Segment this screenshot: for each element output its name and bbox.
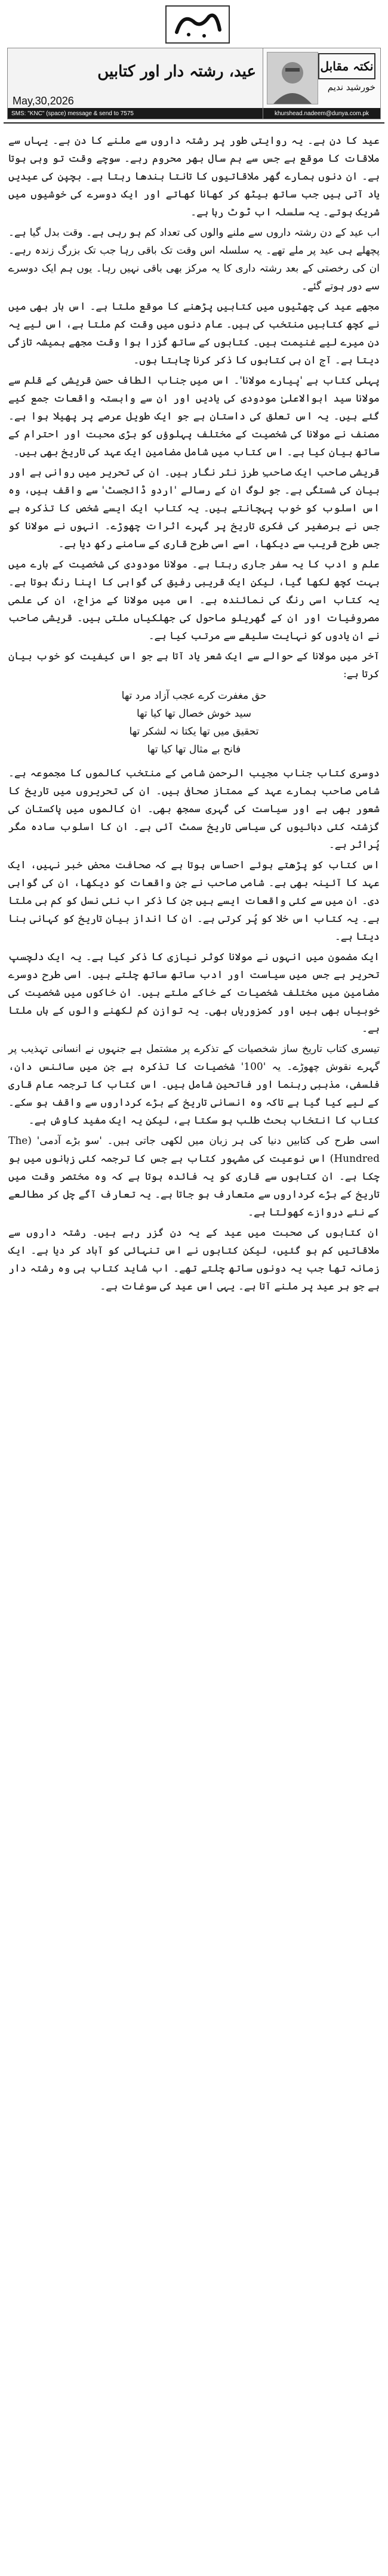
article-paragraph: علم و ادب کا یہ سفر جاری رہتا ہے۔ مولانا مودودی کی شخصیت کے بارے میں بہت کچھ لکھا گیا، لیکن ایک قریبی رفیق کی گواہی کا اپنا رنگ ہوتا ہے۔ یہ کتاب اسی رنگ کی نمائندہ ہے۔ اس میں مولانا کے مزاج، ان کی علمی مصروفیات اور ان کے گھریلو ماحول کی جھلکیاں ملتی ہیں۔ قریشی صاحب نے ان یادوں کو نہایت سلیقے سے مرتب کیا ہے۔: [8, 559, 380, 642]
publication-date: May,30,2026: [13, 95, 74, 107]
article-paragraph: اس کتاب کو پڑھتے ہوئے احساس ہوتا ہے کہ صحافت محض خبر نہیں، ایک عہد کا آئینہ بھی ہے۔ شامی صاحب نے جن واقعات کو دیکھا، ان کی گواہی دی۔ ان میں سے کئی واقعات ایسے ہیں جن کا ذکر اب نئی نسل کو کم ہی ملتا ہے۔ یہ کتاب اس خلا کو پُر کرتی ہے۔ ان کا انداز بیان تاریخ کو کہانی بنا دیتا ہے۔: [8, 859, 380, 943]
author-block: [263, 48, 381, 119]
poem-block: [8, 687, 380, 758]
header-row: [7, 48, 381, 119]
article-paragraph: اب عید کے دن رشتہ داروں سے ملنے والوں کی تعداد کم ہو رہی ہے۔ وقت بدل گیا ہے۔ پچھلے ہی عید پر ملے تھے۔ یہ سلسلہ اس وقت تک باقی رہا جب تک بزرگ زندہ رہے۔ ان کی رخصتی کے بعد رشتہ داری کا یہ مرکز بھی باقی نہیں رہا۔ یوں ہم ایک دوسرے سے دور ہوتے گئے۔: [8, 227, 380, 292]
author-email: khurshead.nadeem@dunya.com.pk: [263, 108, 380, 119]
article-paragraph: آخر میں مولانا کے حوالے سے ایک شعر یاد آتا ہے جو اس کیفیت کو خوب بیان کرتا ہے:: [8, 650, 380, 680]
column-header: [4, 0, 384, 124]
masthead-logo-icon: [165, 5, 230, 44]
article-paragraph: قریشی صاحب ایک صاحبِ طرز نثر نگار ہیں۔ ان کی تحریر میں روانی ہے اور بیان کی شستگی ہے۔ جو لوگ ان کے رسالے 'اردو ڈائجسٹ' سے واقف ہیں، وہ اس اسلوب کو خوب پہچانتے ہیں۔ یہ کتاب ایک ایسے شخص کا تذکرہ ہے جس نے برصغیر کی فکری تاریخ پر گہرے اثرات چھوڑے۔ انہوں نے مولانا کو جس طرح قریب سے دیکھا، اسے اسی طرح قاری کے سامنے رکھ دیا ہے۔: [8, 467, 380, 550]
article-paragraph: اسی طرح کی کتابیں دنیا کی ہر زبان میں لکھی جاتی ہیں۔ 'سو بڑے آدمی' (The Hundred) اس نوعیت کی مشہور کتاب ہے جس کا ترجمہ کئی زبانوں میں ہو چکا ہے۔ ان کتابوں سے قاری کو یہ فائدہ ہوتا ہے کہ وہ مختصر وقت میں تاریخ کے بڑے کرداروں سے متعارف ہو جاتا ہے۔ یہ تعارف آگے چل کر مطالعے کے نئے دروازے کھولتا ہے۔: [8, 1135, 380, 1218]
series-logo: نکتہ مقابل: [318, 53, 375, 79]
article-paragraph: ایک مضمون میں انہوں نے مولانا کوثر نیازی کا ذکر کیا ہے۔ یہ ایک دلچسپ تحریر ہے جس میں سیاست اور ادب ساتھ ساتھ چلتے ہیں۔ اسی طرح دوسرے مضامین میں مختلف شخصیات کے خاکے ملتے ہیں۔ ان خاکوں میں شخصیت کی خوبیاں بھی ہیں اور کمزوریاں بھی۔ یہ توازن کم لکھنے والوں کے ہاں ملتا ہے۔: [8, 951, 380, 1035]
poem-verse: سید خوش خصال تھا کیا تھا: [136, 708, 252, 720]
title-block: [7, 48, 265, 119]
masthead-logo: [165, 5, 230, 44]
column-title: عید، رشتہ دار اور کتابیں: [97, 63, 256, 81]
sms-bar: [8, 108, 264, 119]
article-body: [4, 124, 384, 1295]
article-paragraph: پہلی کتاب ہے 'پیارے مولانا'۔ اس میں جناب الطاف حسن قریشی کے قلم سے مولانا سید ابوالاعلیٰ مودودی کی یادیں اور ان سے وابستہ واقعات جمع کیے گئے ہیں۔ یہ اس تعلق کی داستان ہے جو ایک طویل عرصے پر پھیلا ہوا ہے۔ مصنف نے مولانا کی شخصیت کے مختلف پہلوؤں کو بڑی محبت اور احترام کے ساتھ بیان کیا ہے۔ اس کتاب میں شامل مضامین ایک عہد کی تاریخ بھی ہیں۔: [8, 375, 380, 458]
article-paragraph: مجھے عید کی چھٹیوں میں کتابیں پڑھنے کا موقع ملتا ہے۔ اس بار بھی میں نے کچھ کتابیں منتخب کی ہیں۔ عام دنوں میں وقت کم ملتا ہے، اس لیے یہ دن میرے لیے غنیمت ہیں۔ کتابوں کے ساتھ گزرا ہوا وقت مجھے ہمیشہ تازگی دیتا ہے۔ آج ان ہی کتابوں کا ذکر کرنا چاہتا ہوں۔: [8, 301, 380, 366]
poem-verse: فانح بے مثال تھا کیا تھا: [147, 744, 241, 755]
poem-verse: تحقیق میں تھا یکتا نہ لشکر تھا: [129, 726, 259, 738]
author-name: خورشید ندیم: [327, 82, 375, 92]
article-paragraph: تیسری کتاب تاریخ ساز شخصیات کے تذکرے پر مشتمل ہے جنہوں نے انسانی تہذیب پر گہرے نقوش چھوڑے۔ یہ '100' شخصیات کا تذکرہ ہے جن میں سائنس دان، فلسفی، مذہبی رہنما اور فاتحین شامل ہیں۔ اس کتاب کا ترجمہ عام قاری کے لیے کیا گیا ہے تاکہ وہ انسانی تاریخ کے بڑے کرداروں سے واقف ہو سکے۔ کتاب کا انتخاب بحث طلب ہو سکتا ہے، لیکن یہ ایک مفید کاوش ہے۔: [8, 1043, 380, 1127]
author-photo: [267, 52, 318, 104]
article-paragraph: ان کتابوں کی صحبت میں عید کے یہ دن گزر رہے ہیں۔ رشتہ داروں سے ملاقاتیں کم ہو گئیں، لیکن کتابوں نے اس تنہائی کو آباد کر دیا ہے۔ ایک زمانہ تھا جب یہ دونوں ساتھ چلتے تھے۔ اب شاید کتاب ہی وہ رشتہ دار ہے جو ہر عید پر ملنے آتا ہے۔ یہی اس عید کی سوغات ہے۔: [8, 1227, 380, 1292]
sms-instruction: SMS: "KNC" (space) message & send to 7575: [11, 110, 134, 117]
author-portrait-icon: [267, 53, 318, 104]
article-paragraph: عید کا دن ہے۔ یہ روایتی طور پر رشتہ داروں سے ملنے کا دن ہے۔ یہاں سے ملاقات کا موقع ہے جس سے ہم سال بھر محروم رہے۔ سوچے وقت تو وہی ہوتا ہے۔ ان دنوں ہمارے گھر ملاقاتیوں کا تانتا بندھا رہتا ہے۔ بچپن کی عیدیں یاد آتی ہیں جب ساتھ بیٹھ کر کھانا کھاتے اور ایک دوسرے کی خوشیوں میں شریک ہوتے۔ یہ سلسلہ اب ٹوٹ رہا ہے۔: [8, 135, 380, 218]
poem-verse: حق مغفرت کرے عجب آزاد مرد تھا: [121, 690, 267, 702]
article-paragraph: دوسری کتاب جناب مجیب الرحمن شامی کے منتخب کالموں کا مجموعہ ہے۔ شامی صاحب ہمارے عہد کے ممتاز صحافی ہیں۔ ان کی تحریروں میں تاریخ کا شعور بھی ہے اور سیاست کی گہری سمجھ بھی۔ ان کالموں میں پاکستان کی گزشتہ کئی دہائیوں کی سیاسی تاریخ سمٹ آئی ہے۔ ان کا اسلوب سادہ مگر پُراثر ہے۔: [8, 767, 380, 851]
